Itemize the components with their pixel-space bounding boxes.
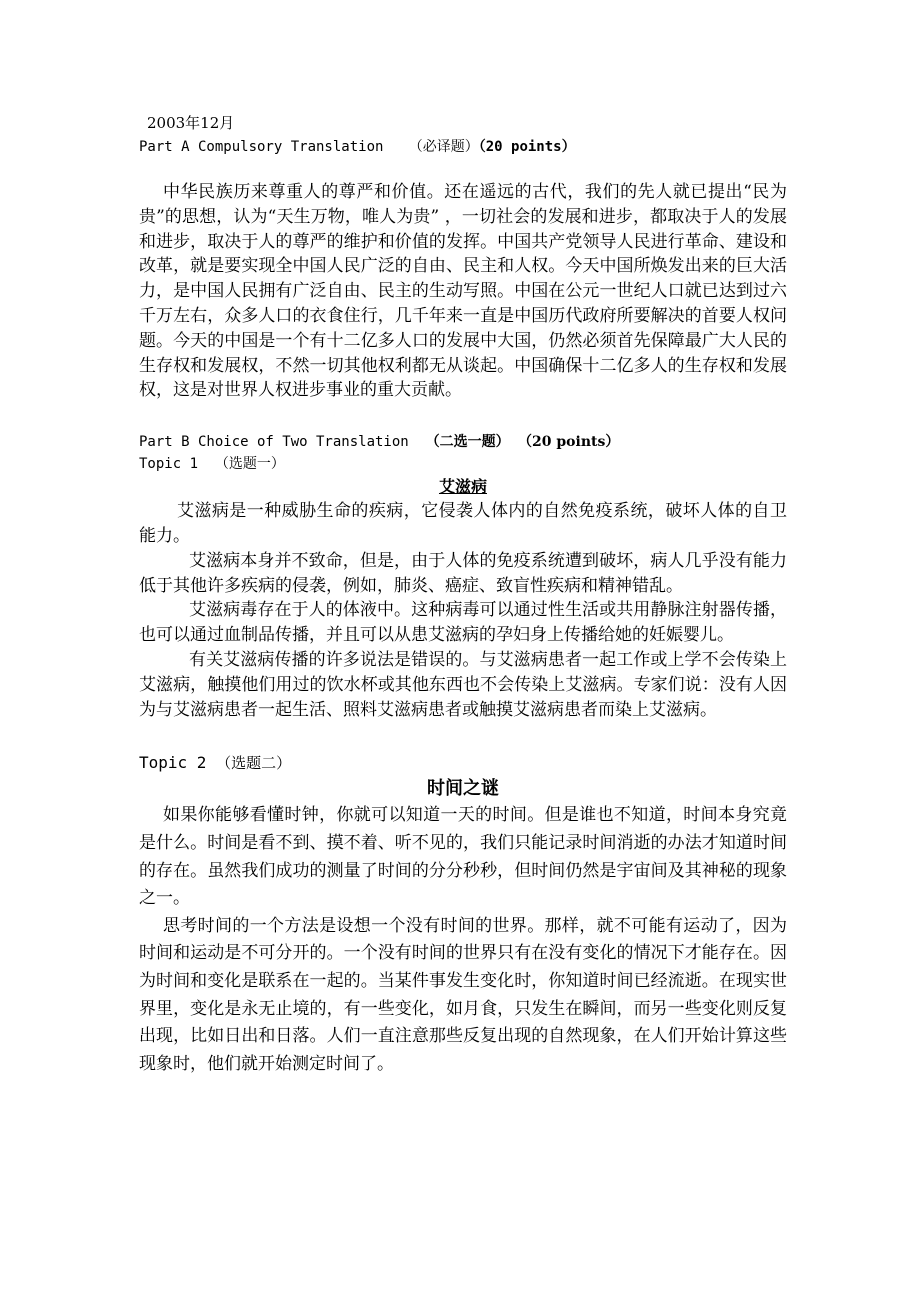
part-b-note: （二选一题） xyxy=(425,434,510,451)
date-line: 2003年12月 xyxy=(147,114,235,132)
topic1-paragraph: 艾滋病本身并不致命，但是，由于人体的免疫系统遭到破坏，病人几乎没有能力低于其他许多疾病的侵袭，例如，肺炎、癌症、致盲性疾病和精神错乱。 xyxy=(139,550,787,596)
topic1-paragraph: 有关艾滋病传播的许多说法是错误的。与艾滋病患者一起工作或上学不会传染上艾滋病，触摸他们用过的饮水杯或其他东西也不会传染上艾滋病。专家们说：没有人因为与艾滋病患者一起生活、照料艾滋病患者或触摸艾滋病患者而染上艾滋病。 xyxy=(139,649,787,720)
topic1-note: （选题一） xyxy=(214,456,285,473)
topic1-paragraph: 艾滋病毒存在于人的体液中。这种病毒可以通过性生活或共用静脉注射器传播，也可以通过血制品传播，并且可以从患艾滋病的孕妇身上传播给她的妊娠婴儿。 xyxy=(139,600,787,646)
topic1-title: 艾滋病 xyxy=(438,477,487,497)
part-a-label: Part A Compulsory Translation xyxy=(139,139,384,155)
topic2-paragraph: 思考时间的一个方法是设想一个没有时间的世界。那样，就不可能有运动了，因为时间和运动是不可分开的。一个没有时间的世界只有在没有变化的情况下才能存在。因为时间和变化是联系在一起的。当某件事发生变化时，你知道时间已经流逝。在现实世界里，变化是永无止境的，有一些变化，如月食，只发生在瞬间，而另一些变化则反复出现，比如日出和日落。人们一直注意那些反复出现的自然现象，在人们开始计算这些现象时，他们就开始测定时间了。 xyxy=(139,915,787,1074)
topic2-title: 时间之谜 xyxy=(427,778,499,800)
part-a-paragraph: 中华民族历来尊重人的尊严和价值。还在遥远的古代，我们的先人就已提出“民为贵”的思想，认为“天生万物，唯人为贵” ，一切社会的发展和进步，都取决于人的发展和进步，取决于人的尊严的维护和价值的发挥。中国共产党领导人民进行革命、建设和改革，就是要实现全中国人民广泛的自由、民主和人权。今天中国所焕发出来的巨大活力，是中国人民拥有广泛自由、民主的生动写照。中国在公元一世纪人口就已达到过六千万左右，众多人口的衣食住行，几千年来一直是中国历代政府所要解决的首要人权问题。今天的中国是一个有十二亿多人口的发展中大国，仍然必须首先保障最广大人民的生存权和发展权，不然一切其他权利都无从谈起。中国确保十二亿多人的生存权和发展权，这是对世界人权进步事业的重大贡献。 xyxy=(139,182,787,401)
part-a-note: （必译题） xyxy=(408,139,479,155)
part-a-points: （20 points） xyxy=(478,139,576,155)
part-b-heading xyxy=(139,431,787,453)
document-page xyxy=(139,112,787,1078)
part-b-points: （20 points） xyxy=(518,434,620,451)
topic1-paragraph: 艾滋病是一种威胁生命的疾病，它侵袭人体内的自然免疫系统，破坏人体的自卫能力。 xyxy=(139,501,787,546)
part-b-label: Part B Choice of Two Translation xyxy=(139,434,409,451)
part-a-heading xyxy=(139,136,787,158)
topic2-paragraph: 如果你能够看懂时钟，你就可以知道一天的时间。但是谁也不知道，时间本身究竟是什么。时间是看不到、摸不着、听不见的，我们只能记录时间消逝的办法才知道时间的存在。虽然我们成功的测量了时间的分分秒秒，但时间仍然是宇宙间及其神秘的现象之一。 xyxy=(139,805,787,909)
topic1-label: Topic 1 xyxy=(139,456,199,473)
topic1-heading xyxy=(139,453,787,475)
topic2-heading xyxy=(139,750,787,776)
topic2-note: （选题二） xyxy=(216,754,292,773)
topic2-label: Topic 2 xyxy=(139,753,207,773)
